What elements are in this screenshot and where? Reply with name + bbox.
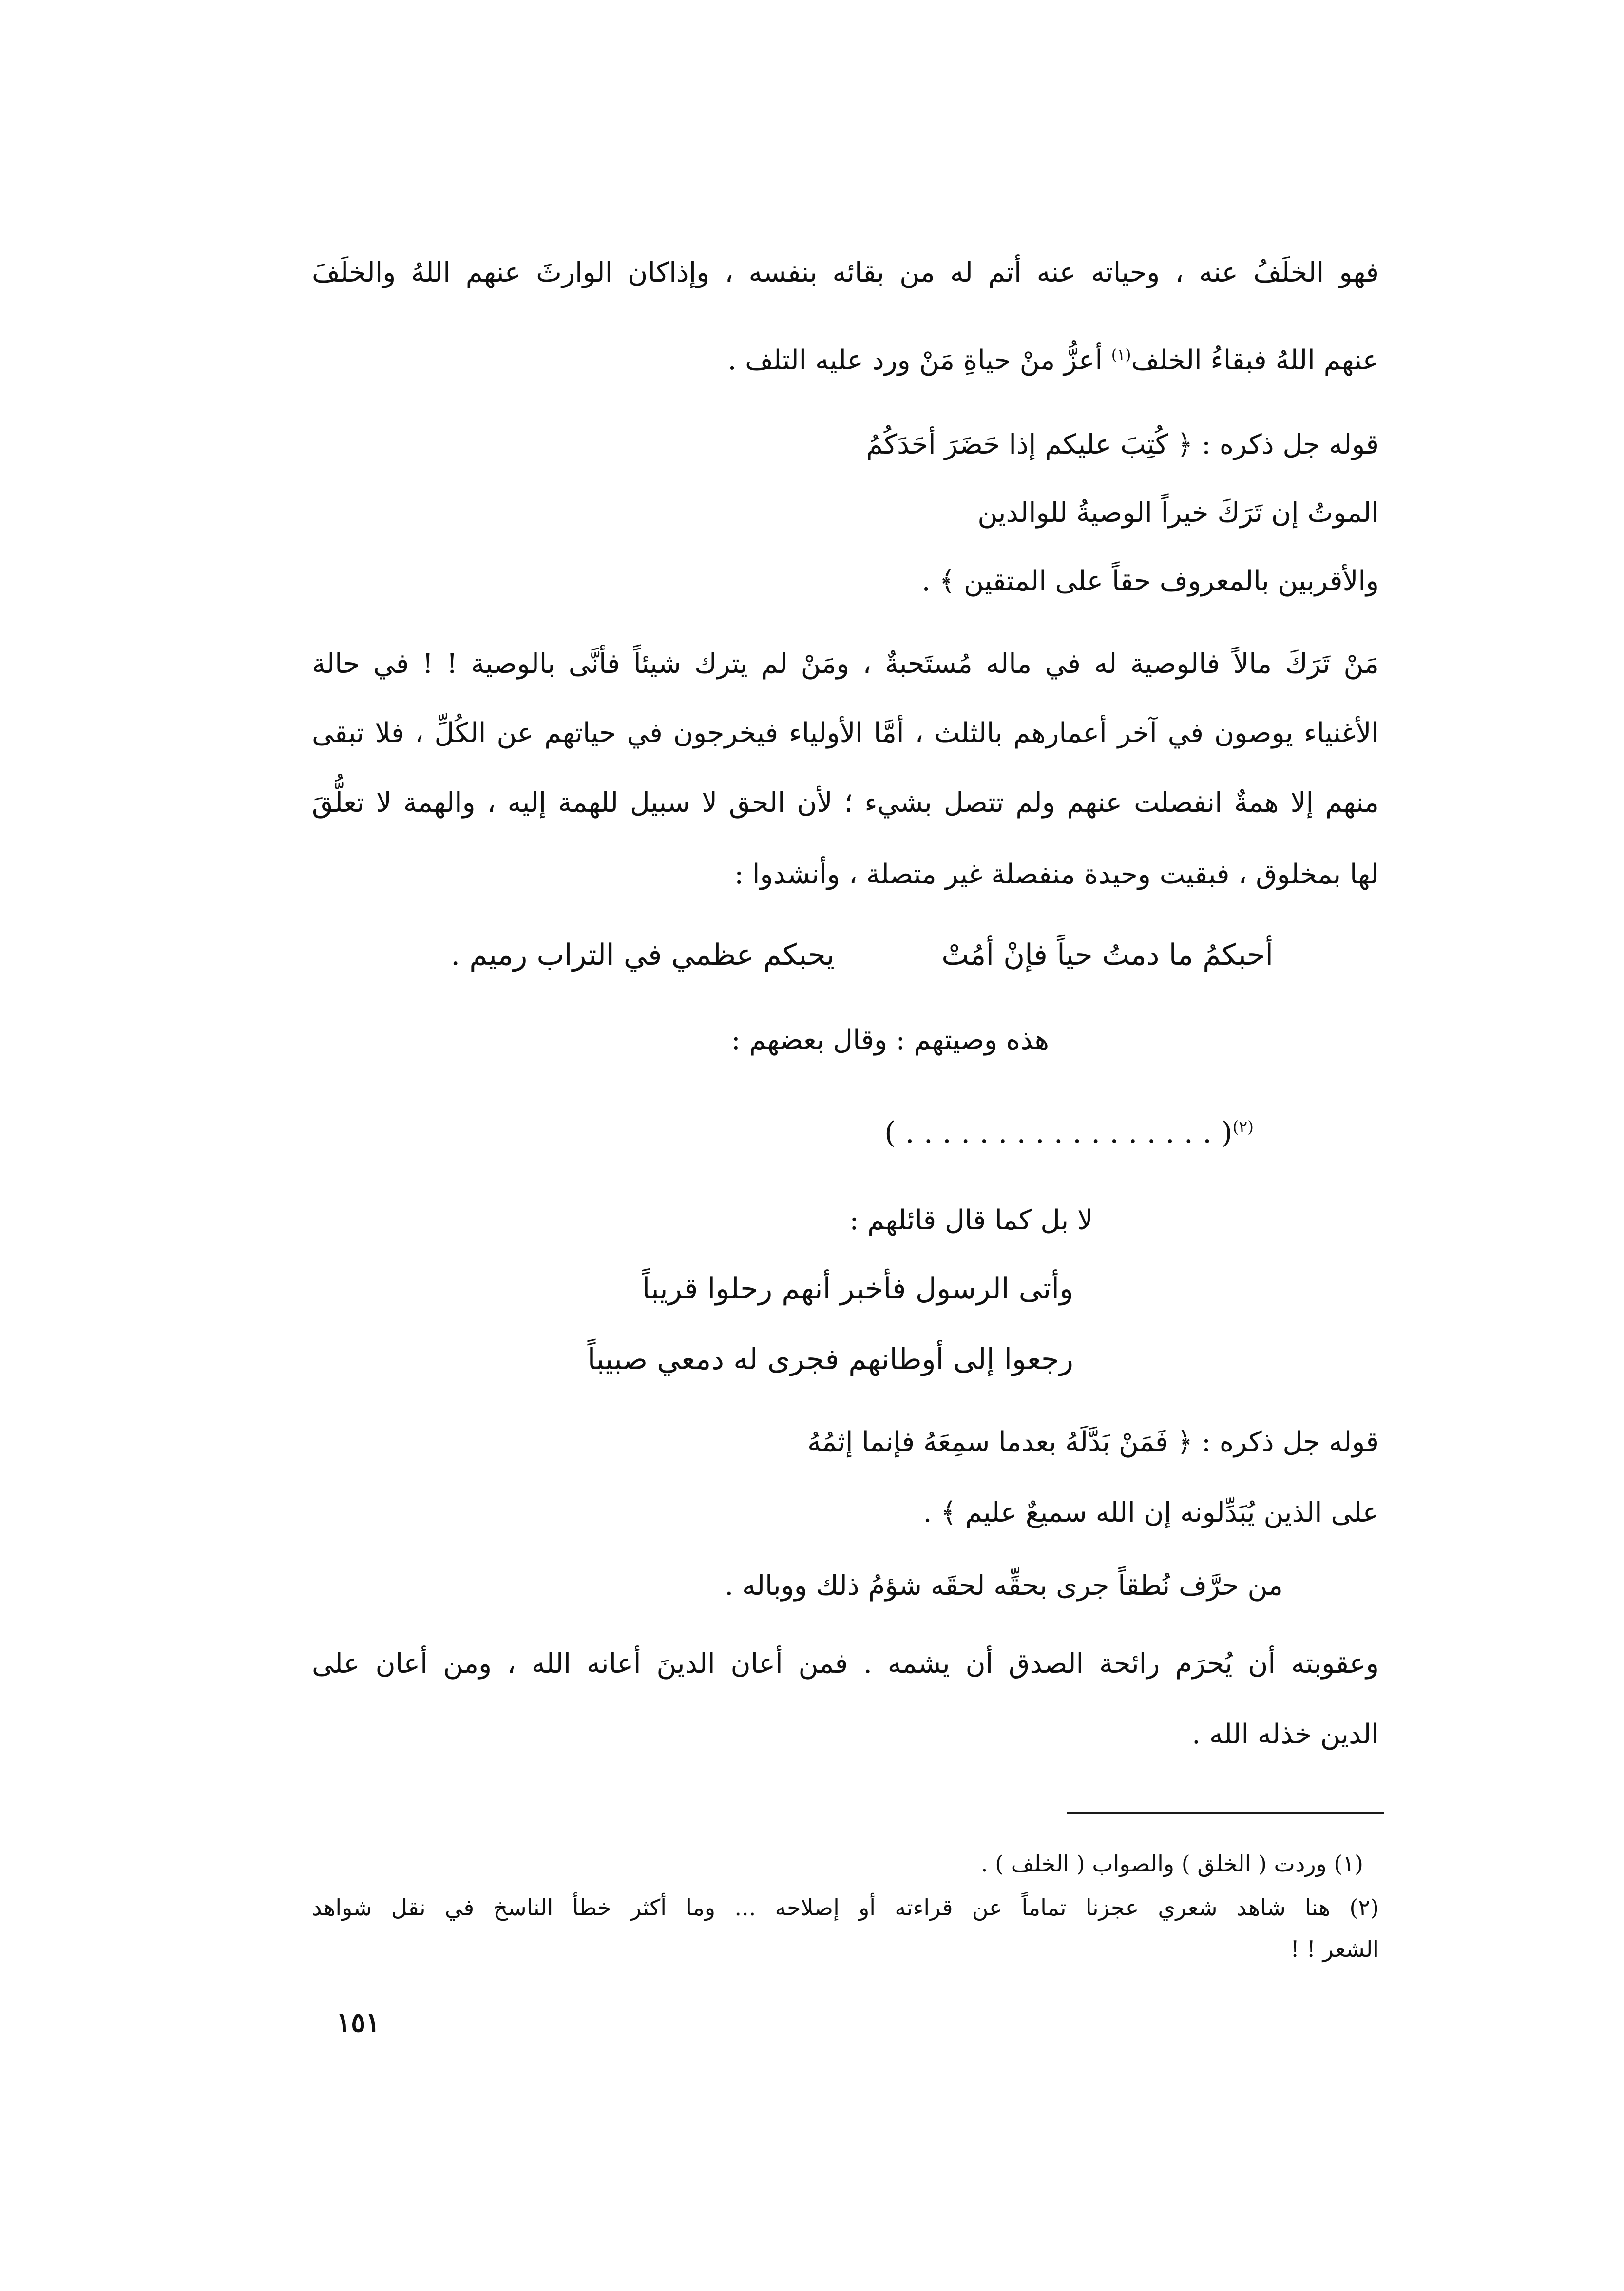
paragraph3-line1: من حرَّف نُطقاً جرى بحقِّه لحقَه شؤمُ ذلك ووباله . (725, 1570, 1283, 1602)
paragraph2-line4: لها بمخلوق ، فبقيت وحيدة منفصلة غير متصلة ، وأنشدوا : (734, 859, 1379, 890)
paragraph1-line2-end: أعزُّ منْ حياةِ مَنْ ورد عليه التلف . (727, 344, 1103, 376)
paragraph1-line2 (728, 339, 1379, 382)
footnote-ref-1: (١) (1111, 346, 1131, 364)
verse2-line2: على الذين يُبَدِّلونه إن الله سميعٌ عليم ﴾ . (923, 1497, 1379, 1528)
poem2-line2: رجعوا إلى أوطانهم فجرى له دمعي صبيباً (587, 1342, 1073, 1376)
footnote-1: (١) وردت ( الخلق ) والصواب ( الخلف ) . (980, 1851, 1363, 1877)
omitted-verse-dots: ( . . . . . . . . . . . . . . . . . ) (884, 1116, 1233, 1150)
paragraph1-line1: فهو الخلَفُ عنه ، وحياته عنه أتم له من بقائه بنفسه ، وإذاكان الوارثَ عنهم اللهُ والخلَفَ (312, 257, 1379, 288)
omitted-verse (884, 1111, 1254, 1155)
verse2-line1: قوله جل ذكره : ﴿ فَمَنْ بَدَّلَهُ بعدما سمِعَهُ فإنما إثمُهُ (807, 1426, 1379, 1458)
footnote-2-line2: الشعر ! ! (1290, 1936, 1379, 1962)
paragraph2-line2: الأغنياء يوصون في آخر أعمارهم بالثلث ، أمَّا الأولياء فيخرجون في حياتهم عن الكُلِّ ، فلا تبقى (312, 717, 1379, 749)
wasiyyah-line: هذه وصيتهم : وقال بعضهم : (731, 1024, 1049, 1056)
footnote-ref-2: (٢) (1232, 1117, 1254, 1136)
footnote-separator (1067, 1812, 1384, 1814)
page-number: ١٥١ (336, 2006, 381, 2039)
poem1-hemistich1: أحبكمُ ما دمتُ حياً فإنْ أمُتْ (941, 938, 1273, 972)
paragraph3-line3: الدين خذله الله . (1192, 1718, 1379, 1750)
paragraph2-line1: مَنْ تَرَكَ مالاً فالوصية له في ماله مُستَحبةٌ ، ومَنْ لم يترك شيئاً فأنَّى بالوصية ! ! في حالة (312, 648, 1379, 680)
paragraph2-line3: منهم إلا همةٌ انفصلت عنهم ولم تتصل بشيء ؛ لأن الحق لا سبيل للهمة إليه ، والهمة لا تعلُّقَ (312, 787, 1379, 819)
footnote-2-line1: (٢) هنا شاهد شعري عجزنا تماماً عن قراءته أو إصلاحه ... وما أكثر خطأ الناسخ في نقل شواهد (312, 1894, 1379, 1921)
la-bal-line: لا بل كما قال قائلهم : (849, 1204, 1093, 1236)
verse1-line3: والأقربين بالمعروف حقاً على المتقين ﴾ . (921, 565, 1379, 597)
paragraph1-line2-start: عنهم اللهُ فبقاءُ الخلف (1131, 344, 1379, 376)
paragraph3-line2: وعقوبته أن يُحرَم رائحة الصدق أن يشمه . فمن أعان الدينَ أعانه الله ، ومن أعان على (312, 1648, 1379, 1680)
poem2-line1: وأتى الرسول فأخبر أنهم رحلوا قريباً (642, 1272, 1073, 1306)
poem1-hemistich2: يحبكم عظمي في التراب رميم . (451, 938, 835, 972)
verse1-line2: الموتُ إن تَرَكَ خيراً الوصيةُ للوالدين (977, 497, 1379, 529)
verse1-line1: قوله جل ذكره : ﴿ كُتِبَ عليكم إذا حَضَرَ أحَدَكُمُ (866, 429, 1379, 460)
